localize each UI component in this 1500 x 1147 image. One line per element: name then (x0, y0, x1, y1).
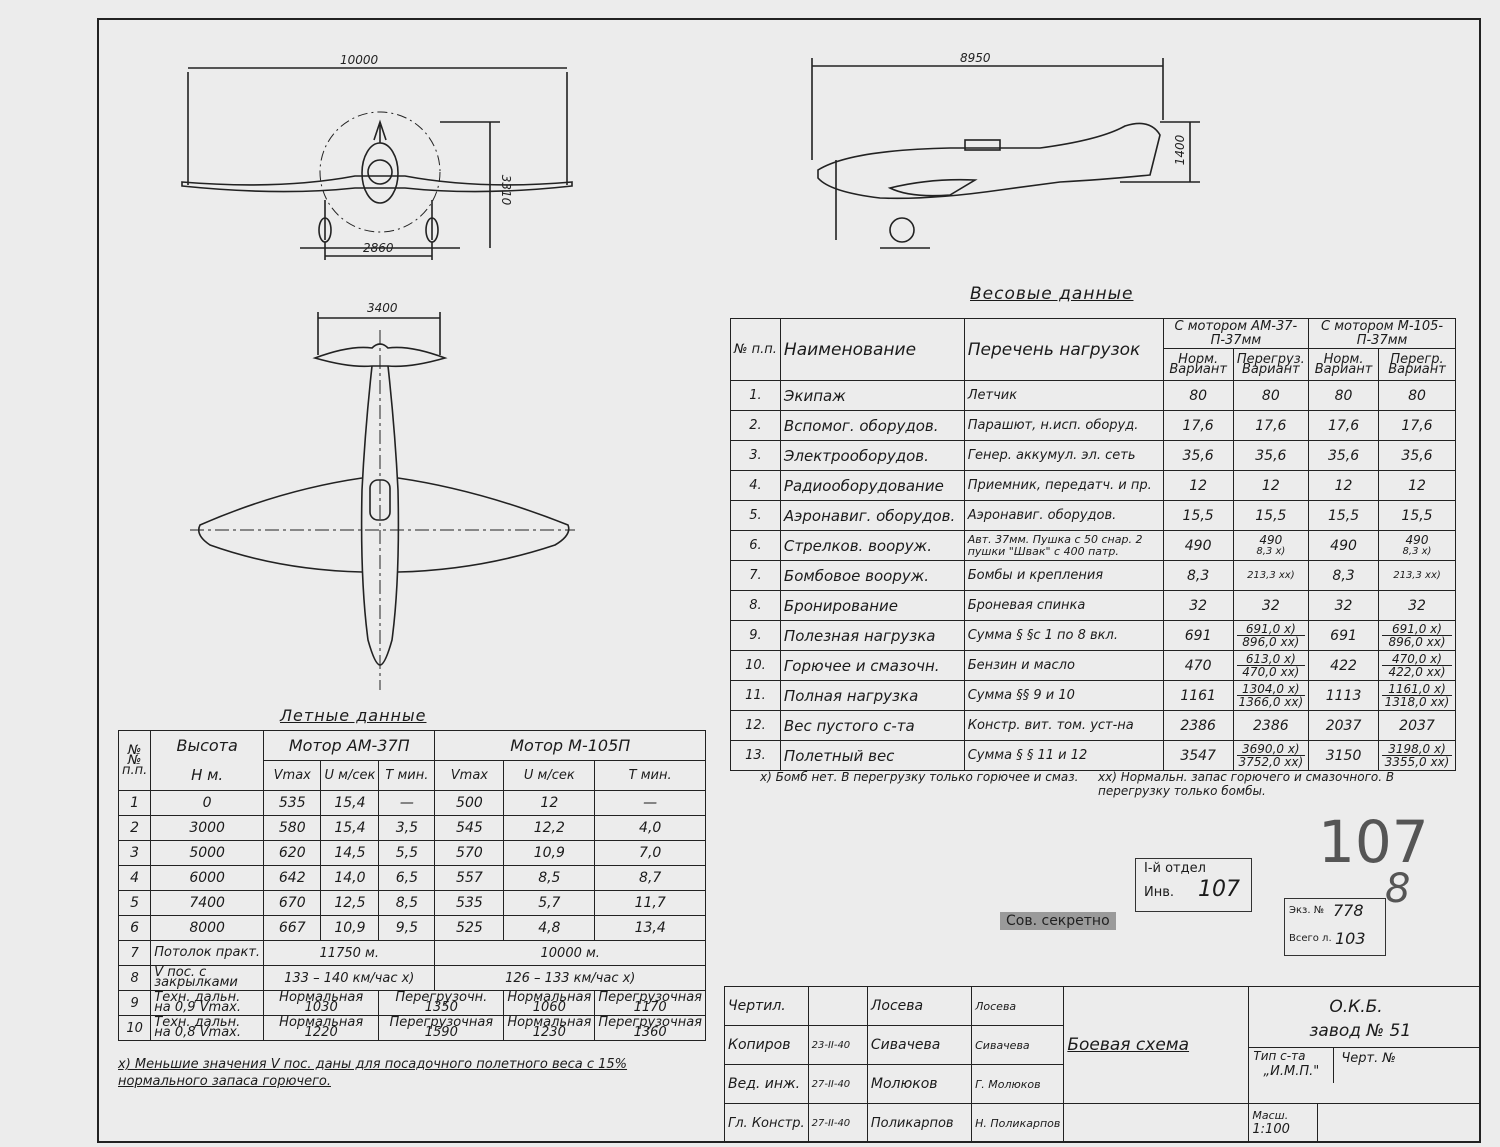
side-view (812, 58, 1200, 248)
flight-cell-v2: 500 (435, 791, 504, 816)
row-list: Генер. аккумул. эл. сеть (964, 441, 1163, 471)
value-b2 (1379, 621, 1456, 651)
dim-front-height: 3310 (499, 174, 513, 206)
value-b2 (1379, 531, 1456, 561)
flight-cell-t2: 11,7 (595, 891, 706, 916)
row-name: Бронирование (780, 591, 964, 621)
value-top: 470,0 x) (1382, 653, 1452, 666)
value-b1: 3150 (1309, 741, 1379, 771)
u-2: U м/сек (504, 761, 595, 791)
value-bottom: 896,0 xx) (1242, 635, 1300, 649)
row-number: 10. (731, 651, 781, 681)
flight-motor1: Мотор АМ-37П (264, 731, 435, 761)
value-a2: 17,6 (1233, 411, 1308, 441)
value-b2: 80 (1379, 381, 1456, 411)
value-top: 1161,0 x) (1382, 683, 1452, 696)
range09-b: Перегрузочн. 1350 (379, 991, 504, 1016)
value-a2: 15,5 (1233, 501, 1308, 531)
landing-speed-1: 133 – 140 км/час x) (264, 966, 435, 991)
inv-label: Инв. (1144, 885, 1175, 900)
flight-cell-n: 4 (119, 866, 151, 891)
tmin-2: T мин. (595, 761, 706, 791)
row-name: Радиооборудование (780, 471, 964, 501)
row-list: Аэронавиг. оборудов. (964, 501, 1163, 531)
value-a2: 213,3 xx) (1233, 561, 1308, 591)
flight-cell-n: 3 (119, 841, 151, 866)
weights-row (731, 501, 1456, 531)
row-number: 2. (731, 411, 781, 441)
value-a1: 8,3 (1163, 561, 1233, 591)
flight-title: Летные данные (280, 706, 427, 725)
col-list: Перечень нагрузок (964, 319, 1163, 381)
flight-table: №№ п.п. Высота Мотор АМ-37П Мотор М-105П Н м. Vmax U м/сек T мин. Vmax U м/сек T мин. 1 0 535 15,4 — 500 12 — 2 3000 580 15,4 3,5 545 12,2 4,0 3 5000 620 14,5 5,5 570 10,9 7,0 4 6000 642 14,0 6,5 557 8,5 8,7 5 7400 670 12,5 8,5 535 5,7 11,7 6 8000 667 10,9 9,5 525 4,8 13,4 7 Потолок практ. 11750 м. 10000 м. 8 V пос. с закрылками 133 – 140 км/час x) 126 – 133 км/час x) 9 Техн. дальн. на 0,9 Vmax. Нормальная 1030 Перегрузочн. 1350 Нормальная 1060 Перегрузочная 1170 10 Техн. дальн. на 0,8 Vmax. Нормальная 1220 Перегрузочная 1590 Нормальная 1230 Перегрузочная 1360 (118, 730, 706, 1041)
flight-cell-u2: 4,8 (504, 916, 595, 941)
row-list: Сумма § § 11 и 12 (964, 741, 1163, 771)
value-b1: 691 (1309, 621, 1379, 651)
value-b1: 8,3 (1309, 561, 1379, 591)
row-name: Стрелков. вооруж. (780, 531, 964, 561)
value-a1: 470 (1163, 651, 1233, 681)
group-am37: С мотором АМ-37-П-37мм (1163, 319, 1308, 349)
flight-cell-v2: 570 (435, 841, 504, 866)
value-b1: 32 (1309, 591, 1379, 621)
tb-r3-date: 27-II-40 (808, 1065, 867, 1104)
value-a1: 17,6 (1163, 411, 1233, 441)
secret-stamp: Сов. секретно (1000, 912, 1116, 930)
flight-col-alt-unit: Н м. (151, 761, 264, 791)
flight-cell-v1: 667 (264, 916, 321, 941)
row-list: Приемник, передатч. и пр. (964, 471, 1163, 501)
value-a1: 3547 (1163, 741, 1233, 771)
flight-motor2: Мотор М-105П (435, 731, 706, 761)
row-list: Авт. 37мм. Пушка с 50 снар. 2 пушки "Швак" с 400 патр. (964, 531, 1163, 561)
value-a2: 2386 (1233, 711, 1308, 741)
row-number: 13. (731, 741, 781, 771)
flight-cell-h: 8000 (151, 916, 264, 941)
col-num: № п.п. (731, 319, 781, 381)
value-a2 (1233, 531, 1308, 561)
stamp-digit: 8 (1385, 866, 1411, 912)
value-b1: 80 (1309, 381, 1379, 411)
value-b2: 17,6 (1379, 411, 1456, 441)
value-b2 (1379, 651, 1456, 681)
value-bottom: 422,0 xx) (1388, 665, 1446, 679)
tb-r2-role: Копиров (725, 1026, 809, 1065)
flight-cell-h: 7400 (151, 891, 264, 916)
row-number: 9. (731, 621, 781, 651)
value-a1: 691 (1163, 621, 1233, 651)
flight-cell-t1: 8,5 (379, 891, 435, 916)
value-a2 (1233, 621, 1308, 651)
flight-cell-t2: 4,0 (595, 816, 706, 841)
row-number: 8. (731, 591, 781, 621)
value-b1: 15,5 (1309, 501, 1379, 531)
value-b1: 2037 (1309, 711, 1379, 741)
tb-type: „И.М.П." (1263, 1064, 1320, 1079)
flight-cell-v2: 545 (435, 816, 504, 841)
flight-cell-u2: 5,7 (504, 891, 595, 916)
value-a2: 35,6 (1233, 441, 1308, 471)
weights-row (731, 471, 1456, 501)
row-number: 4. (731, 471, 781, 501)
weights-row (731, 531, 1456, 561)
weights-table (730, 318, 1456, 771)
sub-over-1: Перегруз. Вариант (1233, 349, 1308, 381)
vmax-1: Vmax (264, 761, 321, 791)
value-top: 490 (1405, 532, 1429, 547)
flight-cell-v1: 620 (264, 841, 321, 866)
value-bottom: 1318,0 xx) (1384, 695, 1450, 709)
tb-r4-role: Гл. Констр. (725, 1104, 809, 1143)
value-bottom: 470,0 xx) (1242, 665, 1300, 679)
value-b1: 17,6 (1309, 411, 1379, 441)
copy-number: 778 (1333, 901, 1364, 920)
flight-cell-u1: 15,4 (321, 816, 379, 841)
dim-side-length: 8950 (960, 51, 991, 65)
row-list: Бомбы и крепления (964, 561, 1163, 591)
flight-cell-u1: 14,0 (321, 866, 379, 891)
tb-org2: завод № 51 (1309, 1021, 1412, 1041)
tb-sheet-label: Черт. № (1341, 1051, 1396, 1066)
weights-row (731, 741, 1456, 771)
flight-cell-u2: 10,9 (504, 841, 595, 866)
flight-cell-v2: 525 (435, 916, 504, 941)
value-a1: 490 (1163, 531, 1233, 561)
copy-stamp (1284, 898, 1386, 956)
row-number: 7. (731, 561, 781, 591)
value-b2 (1379, 741, 1456, 771)
u-1: U м/сек (321, 761, 379, 791)
value-b1: 490 (1309, 531, 1379, 561)
tb-r3-name: Молюков (867, 1065, 971, 1104)
flight-cell-t1: — (379, 791, 435, 816)
flight-cell-n: 6 (119, 916, 151, 941)
value-top: 691,0 x) (1382, 623, 1452, 636)
value-b1: 35,6 (1309, 441, 1379, 471)
row-name: Вес пустого с-та (780, 711, 964, 741)
sub-norm-1: Норм. Вариант (1163, 349, 1233, 381)
weights-row (731, 591, 1456, 621)
value-a2 (1233, 651, 1308, 681)
value-a1: 12 (1163, 471, 1233, 501)
range09-c: Нормальная 1060 (504, 991, 595, 1016)
ceiling-1: 11750 м. (264, 941, 435, 966)
value-top: 3198,0 x) (1382, 743, 1452, 756)
inv-number: 107 (1198, 877, 1240, 902)
copy-label: Экз. № (1289, 905, 1325, 916)
value-b2: 2037 (1379, 711, 1456, 741)
dept-stamp (1135, 858, 1252, 912)
tb-scale-label: Масш. (1252, 1109, 1289, 1122)
flight-cell-t1: 5,5 (379, 841, 435, 866)
vmax-2: Vmax (435, 761, 504, 791)
row-list: Парашют, н.исп. оборуд. (964, 411, 1163, 441)
flight-cell-v1: 535 (264, 791, 321, 816)
tb-r3-role: Вед. инж. (725, 1065, 809, 1104)
landing-speed-label: V пос. с закрылками (151, 966, 264, 991)
flight-row (119, 866, 706, 891)
value-b2: 15,5 (1379, 501, 1456, 531)
flight-cell-u2: 8,5 (504, 866, 595, 891)
flight-row (119, 791, 706, 816)
value-top: 691,0 x) (1237, 623, 1305, 636)
row-list: Сумма §§ 9 и 10 (964, 681, 1163, 711)
row-name: Электрооборудов. (780, 441, 964, 471)
value-top: 1304,0 x) (1237, 683, 1305, 696)
flight-cell-h: 0 (151, 791, 264, 816)
flight-cell-v2: 557 (435, 866, 504, 891)
value-top: 490 (1259, 532, 1283, 547)
flight-cell-t2: 13,4 (595, 916, 706, 941)
value-a2 (1233, 741, 1308, 771)
row-list: Броневая спинка (964, 591, 1163, 621)
tb-title: Боевая схема (1064, 987, 1249, 1104)
value-b1: 12 (1309, 471, 1379, 501)
row-number: 1. (731, 381, 781, 411)
dept-label: I-й отдел (1144, 861, 1206, 876)
value-a1: 35,6 (1163, 441, 1233, 471)
flight-cell-h: 5000 (151, 841, 264, 866)
flight-cell-t1: 3,5 (379, 816, 435, 841)
weights-row (731, 381, 1456, 411)
value-b2: 35,6 (1379, 441, 1456, 471)
flight-cell-n: 2 (119, 816, 151, 841)
value-b2: 32 (1379, 591, 1456, 621)
weights-row (731, 411, 1456, 441)
tb-type-label: Тип с-та (1253, 1049, 1306, 1063)
range08-c: Нормальная 1230 (504, 1016, 595, 1041)
front-view (182, 68, 572, 260)
dim-front-span: 10000 (340, 53, 379, 67)
weights-row (731, 651, 1456, 681)
flight-cell-u1: 15,4 (321, 791, 379, 816)
flight-row (119, 816, 706, 841)
sub-over-2: Перегр. Вариант (1379, 349, 1456, 381)
value-bottom: 3752,0 xx) (1238, 755, 1304, 769)
weights-row (731, 561, 1456, 591)
range08-d: Перегрузочная 1360 (595, 1016, 706, 1041)
tb-r1-sign: Лосева (972, 987, 1064, 1026)
flight-cell-h: 6000 (151, 866, 264, 891)
value-a2 (1233, 681, 1308, 711)
tb-r1-name: Лосева (867, 987, 971, 1026)
flight-cell-v1: 580 (264, 816, 321, 841)
tb-r2-name: Сивачева (867, 1026, 971, 1065)
flight-row (119, 916, 706, 941)
value-a1: 80 (1163, 381, 1233, 411)
value-b2: 213,3 xx) (1379, 561, 1456, 591)
landing-speed-2: 126 – 133 км/час x) (435, 966, 706, 991)
flight-cell-t1: 6,5 (379, 866, 435, 891)
dim-side-height: 1400 (1173, 134, 1187, 166)
flight-cell-n: 1 (119, 791, 151, 816)
value-a2: 80 (1233, 381, 1308, 411)
flight-cell-v1: 670 (264, 891, 321, 916)
row-number: 3. (731, 441, 781, 471)
value-a2: 32 (1233, 591, 1308, 621)
flight-cell-u1: 12,5 (321, 891, 379, 916)
flight-cell-u2: 12 (504, 791, 595, 816)
value-a1: 15,5 (1163, 501, 1233, 531)
range09-d: Перегрузочная 1170 (595, 991, 706, 1016)
tb-org1: О.К.Б. (1329, 997, 1383, 1017)
tb-r2-sign: Сивачева (972, 1026, 1064, 1065)
value-top: 3690,0 x) (1237, 743, 1305, 756)
flight-cell-t2: — (595, 791, 706, 816)
big-number: 107 (1318, 808, 1429, 876)
flight-cell-t1: 9,5 (379, 916, 435, 941)
weights-note-2: xx) Нормальн. запас горючего и смазочного. В перегрузку только бомбы. (1098, 770, 1395, 798)
row-number: 5. (731, 501, 781, 531)
range09-a: Нормальная 1030 (264, 991, 379, 1016)
value-a1: 2386 (1163, 711, 1233, 741)
value-bottom: 3355,0 xx) (1384, 755, 1450, 769)
row-list: Сумма § §с 1 по 8 вкл. (964, 621, 1163, 651)
tb-r3-sign: Г. Молюков (972, 1065, 1064, 1104)
flight-cell-t2: 8,7 (595, 866, 706, 891)
weights-row (731, 711, 1456, 741)
col-name: Наименование (780, 319, 964, 381)
row-number: 12. (731, 711, 781, 741)
row-name: Полезная нагрузка (780, 621, 964, 651)
value-top: 613,0 x) (1237, 653, 1305, 666)
dim-front-track: 2860 (363, 241, 394, 255)
row-number: 11. (731, 681, 781, 711)
tb-scale: 1:100 (1252, 1122, 1290, 1137)
row-list: Летчик (964, 381, 1163, 411)
value-a1: 32 (1163, 591, 1233, 621)
row-name: Горючее и смазочн. (780, 651, 964, 681)
flight-col-alt: Высота (151, 731, 264, 761)
tb-r4-name: Поликарпов (867, 1104, 971, 1143)
sub-norm-2: Норм. Вариант (1309, 349, 1379, 381)
tb-r1-role: Чертил. (725, 987, 809, 1026)
row-name: Вспомог. оборудов. (780, 411, 964, 441)
value-bottom: 896,0 xx) (1388, 635, 1446, 649)
flight-row (119, 891, 706, 916)
ceiling-2: 10000 м. (435, 941, 706, 966)
flight-cell-h: 3000 (151, 816, 264, 841)
title-block (724, 986, 1481, 1143)
weights-title: Весовые данные (970, 284, 1134, 304)
value-bottom: 8,3 x) (1402, 545, 1432, 557)
flight-cell-t2: 7,0 (595, 841, 706, 866)
flight-cell-u1: 14,5 (321, 841, 379, 866)
range08-label: Техн. дальн. на 0,8 Vmax. (151, 1016, 264, 1041)
value-b2: 12 (1379, 471, 1456, 501)
group-m105: С мотором М-105-П-37мм (1309, 319, 1456, 349)
row-list: Констр. вит. том. уст-на (964, 711, 1163, 741)
flight-row (119, 841, 706, 866)
flight-cell-u1: 10,9 (321, 916, 379, 941)
flight-cell-v2: 535 (435, 891, 504, 916)
dim-top-stab: 3400 (367, 301, 398, 315)
weights-row (731, 621, 1456, 651)
weights-row (731, 681, 1456, 711)
flight-cell-v1: 642 (264, 866, 321, 891)
flight-cell-n: 5 (119, 891, 151, 916)
sheets-number: 103 (1335, 929, 1366, 948)
row-number: 6. (731, 531, 781, 561)
sheets-label: Всего л. (1289, 933, 1332, 944)
row-name: Полная нагрузка (780, 681, 964, 711)
value-bottom: 8,3 x) (1256, 545, 1286, 557)
ceiling-label: Потолок практ. (151, 941, 264, 966)
row-name: Экипаж (780, 381, 964, 411)
value-a2: 12 (1233, 471, 1308, 501)
tmin-1: T мин. (379, 761, 435, 791)
row-list: Бензин и масло (964, 651, 1163, 681)
value-b1: 1113 (1309, 681, 1379, 711)
flight-footnote: x) Меньшие значения V пос. даны для посадочного полетного веса с 15% нормального запаса горючего. (118, 1057, 628, 1089)
row-name: Аэронавиг. оборудов. (780, 501, 964, 531)
range09-label: Техн. дальн. на 0,9 Vmax. (151, 991, 264, 1016)
top-view (190, 312, 575, 690)
value-bottom: 1366,0 xx) (1238, 695, 1304, 709)
range08-a: Нормальная 1220 (264, 1016, 379, 1041)
flight-col-num: №№ п.п. (119, 731, 151, 791)
range08-b: Перегрузочная 1590 (379, 1016, 504, 1041)
row-name: Бомбовое вооруж. (780, 561, 964, 591)
row-name: Полетный вес (780, 741, 964, 771)
flight-cell-u2: 12,2 (504, 816, 595, 841)
tb-r4-date: 27-II-40 (808, 1104, 867, 1143)
value-b1: 422 (1309, 651, 1379, 681)
tb-r4-sign: Н. Поликарпов (972, 1104, 1064, 1143)
value-a1: 1161 (1163, 681, 1233, 711)
value-b2 (1379, 681, 1456, 711)
weights-row (731, 441, 1456, 471)
tb-r2-date: 23-II-40 (808, 1026, 867, 1065)
weights-note-1: x) Бомб нет. В перегрузку только горючее и смаз. (760, 770, 1079, 784)
